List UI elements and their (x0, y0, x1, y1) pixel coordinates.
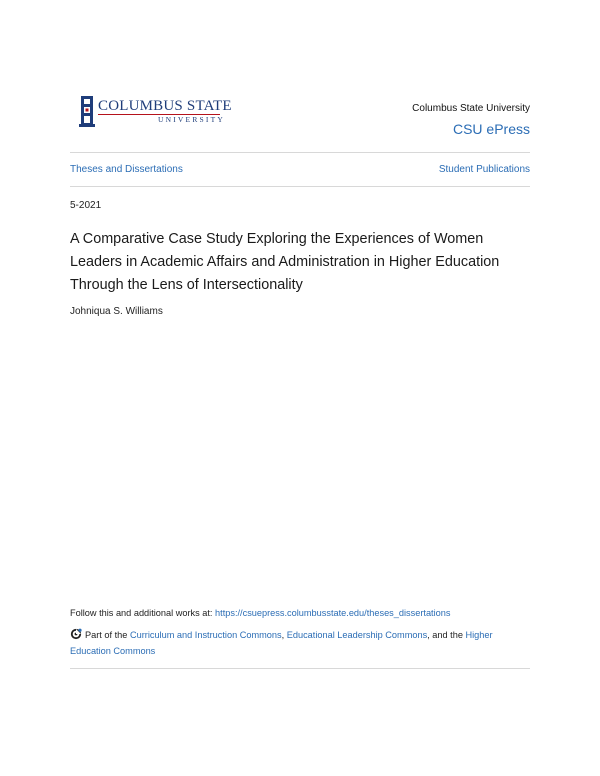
network-commons-icon (70, 628, 82, 640)
student-publications-link[interactable]: Student Publications (438, 164, 530, 175)
part-of-prefix: Part of the (85, 630, 130, 640)
theses-dissertations-link[interactable]: Theses and Dissertations (70, 164, 183, 175)
nav-divider (70, 186, 530, 187)
separator-1: , (281, 630, 287, 640)
educational-leadership-commons-link[interactable]: Educational Leadership Commons (286, 630, 428, 640)
logo-name: COLUMBUS STATE (98, 98, 232, 114)
part-of-line (70, 627, 530, 659)
higher-education-commons-link[interactable]: Higher Education Commons (70, 630, 493, 656)
follow-url-link[interactable]: https://csuepress.columbusstate.edu/theses_dissertations (215, 608, 451, 618)
publication-date: 5-2021 (70, 200, 102, 211)
logo-subname: UNIVERSITY (158, 115, 225, 124)
university-name: Columbus State University (412, 103, 530, 114)
follow-line (70, 608, 530, 618)
columbus-state-tower-logo (78, 94, 96, 128)
document-title: A Comparative Case Study Exploring the Experiences of Women Leaders in Academic Affairs and Administration in Higher Education Through the Lens of Intersectionality (70, 231, 500, 293)
columbus-state-logo (78, 94, 232, 130)
curriculum-instruction-commons-link[interactable]: Curriculum and Instruction Commons (129, 630, 282, 640)
author-name: Johniqua S. Williams (70, 306, 163, 317)
follow-text: Follow this and additional works at: (70, 608, 216, 618)
header-divider (70, 152, 530, 153)
footer-divider (70, 668, 530, 669)
separator-2: , and the (427, 630, 466, 640)
repository-link[interactable]: CSU ePress (452, 121, 530, 137)
